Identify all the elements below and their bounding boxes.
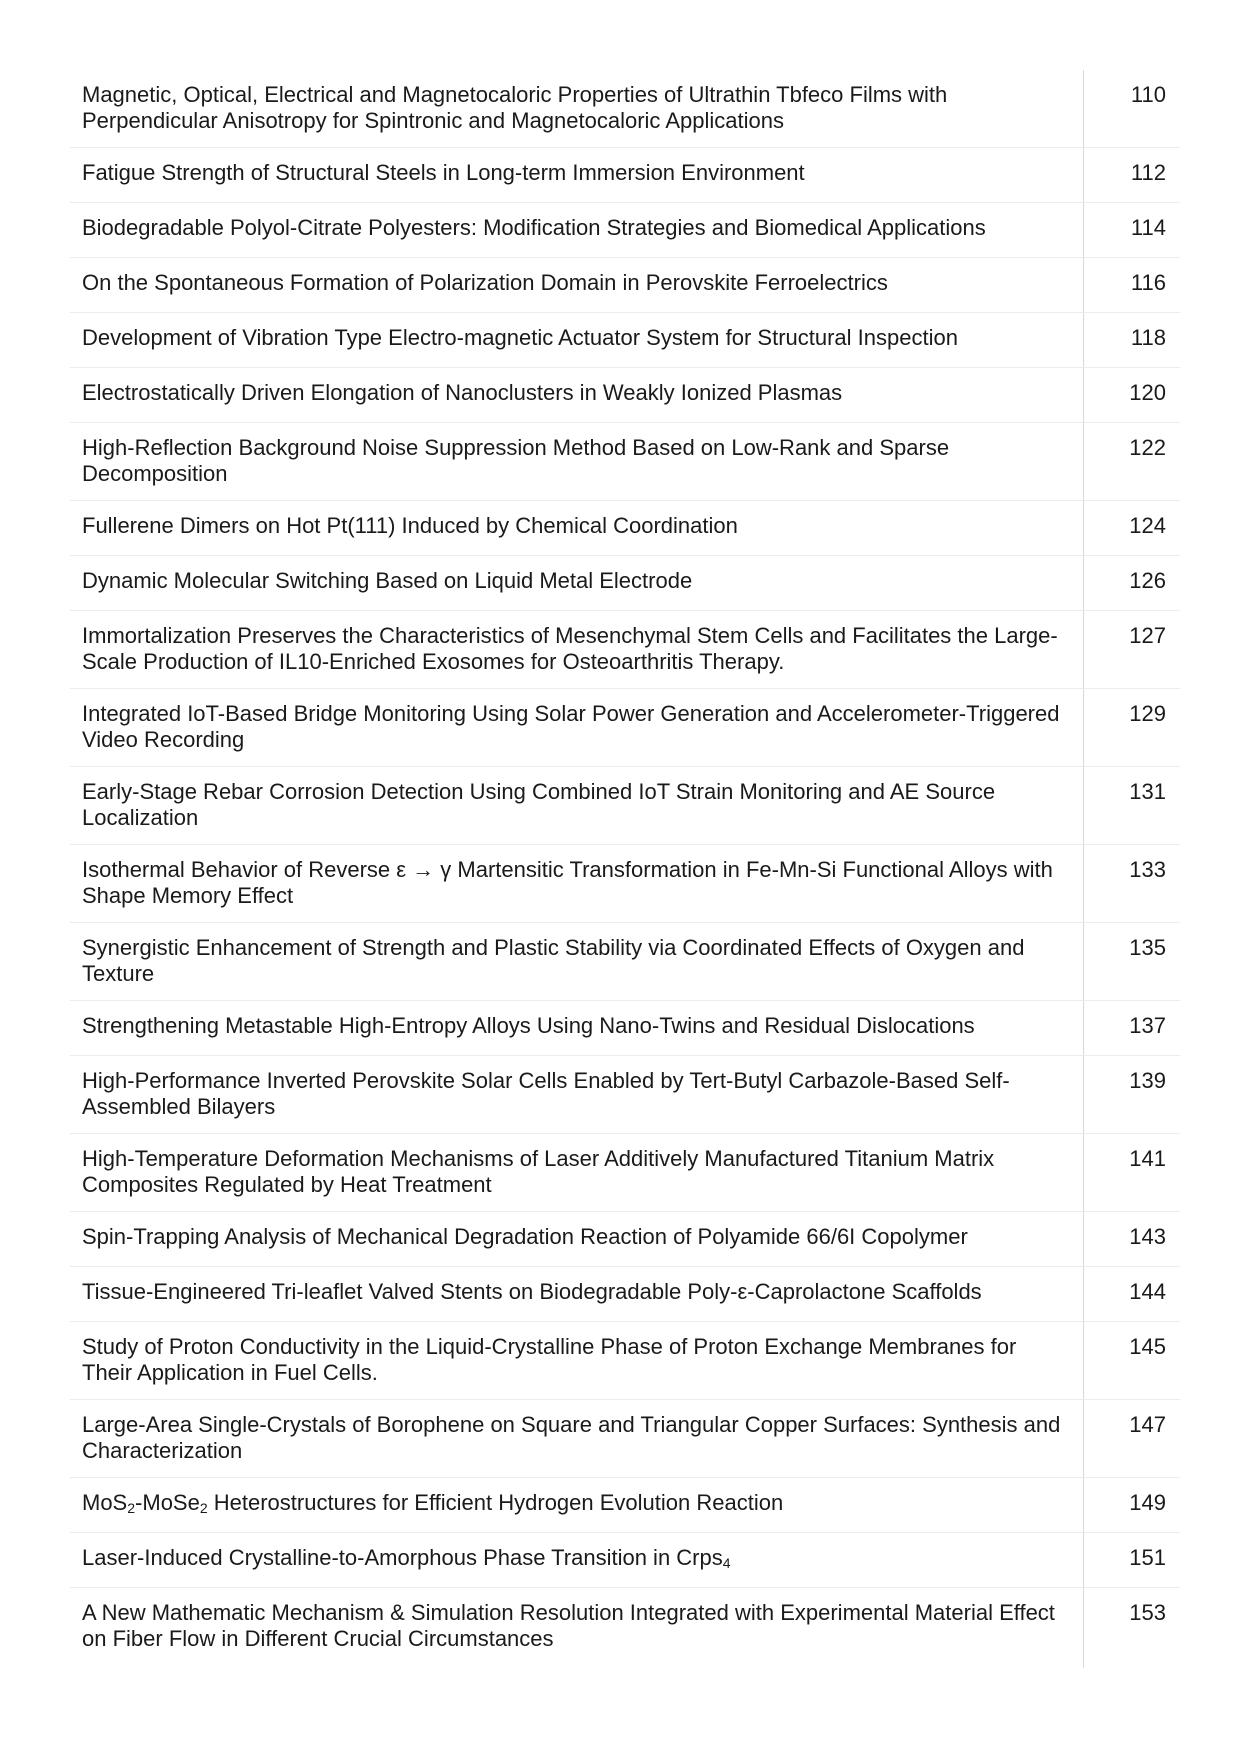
entry-title: Immortalization Preserves the Characteristics of Mesenchymal Stem Cells and Facilitates the Large-Scale Production of IL10-Enriched Exosomes for Osteoarthritis Therapy. — [82, 623, 1058, 674]
entry-title: Electrostatically Driven Elongation of Nanoclusters in Weakly Ionized Plasmas — [82, 380, 843, 405]
entry-title: Integrated IoT-Based Bridge Monitoring Using Solar Power Generation and Accelerometer-Triggered Video Recording — [82, 701, 1060, 752]
entry-page-number: 137 — [1129, 1013, 1166, 1038]
entry-page-number: 118 — [1130, 325, 1166, 350]
entry-title: Tissue-Engineered Tri-leaflet Valved Stents on Biodegradable Poly-ε-Caprolactone Scaffolds — [82, 1279, 982, 1304]
toc-entry — [70, 501, 1180, 556]
entry-title-part: -MoSe — [135, 1490, 200, 1515]
toc-entry — [70, 1267, 1180, 1322]
entry-title-part: MoS — [82, 1490, 128, 1515]
entry-page-number: 151 — [1129, 1545, 1166, 1570]
entry-page-number: 114 — [1130, 215, 1166, 240]
toc-entry — [70, 258, 1180, 313]
entry-page-number: 153 — [1129, 1600, 1166, 1625]
toc-entry — [70, 1322, 1180, 1400]
entry-title: Development of Vibration Type Electro-magnetic Actuator System for Structural Inspection — [82, 325, 958, 350]
toc-entry — [70, 1588, 1180, 1666]
entry-page-number: 149 — [1129, 1490, 1166, 1515]
entry-page-number: 131 — [1129, 779, 1166, 804]
entry-page-number: 116 — [1130, 270, 1166, 295]
entry-title: Large-Area Single-Crystals of Borophene on Square and Triangular Copper Surfaces: Synthesis and Characterization — [82, 1412, 1061, 1463]
toc-entry — [70, 1056, 1180, 1134]
toc-entry — [70, 368, 1180, 423]
subscript: 4 — [722, 1555, 731, 1571]
toc-entry — [70, 73, 1180, 148]
entry-page-number: 139 — [1129, 1068, 1166, 1093]
toc-entry — [70, 923, 1180, 1001]
entry-page-number: 145 — [1129, 1334, 1166, 1359]
toc-entry — [70, 1400, 1180, 1478]
toc-entry — [70, 423, 1180, 501]
entry-page-number: 135 — [1129, 935, 1166, 960]
entry-page-number: 144 — [1129, 1279, 1166, 1304]
toc-entry — [70, 1001, 1180, 1056]
toc-entry — [70, 313, 1180, 368]
toc-entry — [70, 689, 1180, 767]
entry-title — [70, 1533, 1083, 1587]
entry-title: Synergistic Enhancement of Strength and Plastic Stability via Coordinated Effects of Oxygen and Texture — [82, 935, 1025, 986]
entry-title: High-Reflection Background Noise Suppression Method Based on Low-Rank and Sparse Decomposition — [82, 435, 950, 486]
entry-title-part: Laser-Induced Crystalline-to-Amorphous Phase Transition in Crps — [82, 1545, 723, 1570]
toc-entry — [70, 1478, 1180, 1533]
entry-title: On the Spontaneous Formation of Polarization Domain in Perovskite Ferroelectrics — [82, 270, 888, 295]
entry-title: Magnetic, Optical, Electrical and Magnetocaloric Properties of Ultrathin Tbfeco Films with Perpendicular Anisotropy for Spintronic and Magnetocaloric Applications — [82, 82, 948, 133]
entry-title: High-Temperature Deformation Mechanisms of Laser Additively Manufactured Titanium Matrix Composites Regulated by Heat Treatment — [82, 1146, 995, 1197]
entry-title: Study of Proton Conductivity in the Liquid-Crystalline Phase of Proton Exchange Membranes for Their Application in Fuel Cells. — [82, 1334, 1017, 1385]
entry-title: Spin-Trapping Analysis of Mechanical Degradation Reaction of Polyamide 66/6I Copolymer — [82, 1224, 968, 1249]
entry-page-number: 124 — [1129, 513, 1166, 538]
entry-page-number: 129 — [1129, 701, 1166, 726]
entry-title: Early-Stage Rebar Corrosion Detection Using Combined IoT Strain Monitoring and AE Source Localization — [82, 779, 996, 830]
entry-title: High-Performance Inverted Perovskite Solar Cells Enabled by Tert-Butyl Carbazole-Based Self-Assembled Bilayers — [82, 1068, 1010, 1119]
entry-title: Strengthening Metastable High-Entropy Alloys Using Nano-Twins and Residual Dislocations — [82, 1013, 975, 1038]
subscript: 2 — [199, 1500, 208, 1516]
entry-title: Biodegradable Polyol-Citrate Polyesters: Modification Strategies and Biomedical Applications — [82, 215, 986, 240]
table-of-contents — [70, 73, 1180, 1666]
entry-title: A New Mathematic Mechanism & Simulation Resolution Integrated with Experimental Material Effect on Fiber Flow in Different Crucial Circumstances — [82, 1600, 1055, 1651]
toc-entry — [70, 203, 1180, 258]
entry-page-number: 112 — [1130, 160, 1166, 185]
entry-title: Fatigue Strength of Structural Steels in Long-term Immersion Environment — [82, 160, 805, 185]
toc-entry — [70, 556, 1180, 611]
toc-entry — [70, 845, 1180, 923]
entry-title — [70, 1478, 1083, 1532]
entry-title: Isothermal Behavior of Reverse ε → γ Martensitic Transformation in Fe-Mn-Si Functional Alloys with Shape Memory Effect — [82, 857, 1053, 908]
entry-page-number: 110 — [1130, 82, 1166, 107]
toc-entry — [70, 1533, 1180, 1588]
entry-title: Dynamic Molecular Switching Based on Liquid Metal Electrode — [82, 568, 693, 593]
entry-title: Fullerene Dimers on Hot Pt(111) Induced by Chemical Coordination — [82, 513, 738, 538]
entry-page-number: 143 — [1129, 1224, 1166, 1249]
entry-page-number: 120 — [1129, 380, 1166, 405]
entry-page-number: 141 — [1129, 1146, 1166, 1171]
toc-entry — [70, 1212, 1180, 1267]
entry-page-number: 126 — [1129, 568, 1166, 593]
toc-entry — [70, 1134, 1180, 1212]
toc-entry — [70, 767, 1180, 845]
entry-page-number: 133 — [1129, 857, 1166, 882]
toc-entry — [70, 148, 1180, 203]
entry-page-number: 147 — [1129, 1412, 1166, 1437]
entry-title-part: Heterostructures for Efficient Hydrogen Evolution Reaction — [207, 1490, 784, 1515]
toc-entry — [70, 611, 1180, 689]
subscript: 2 — [127, 1500, 136, 1516]
entry-page-number: 127 — [1129, 623, 1166, 648]
entry-page-number: 122 — [1129, 435, 1166, 460]
